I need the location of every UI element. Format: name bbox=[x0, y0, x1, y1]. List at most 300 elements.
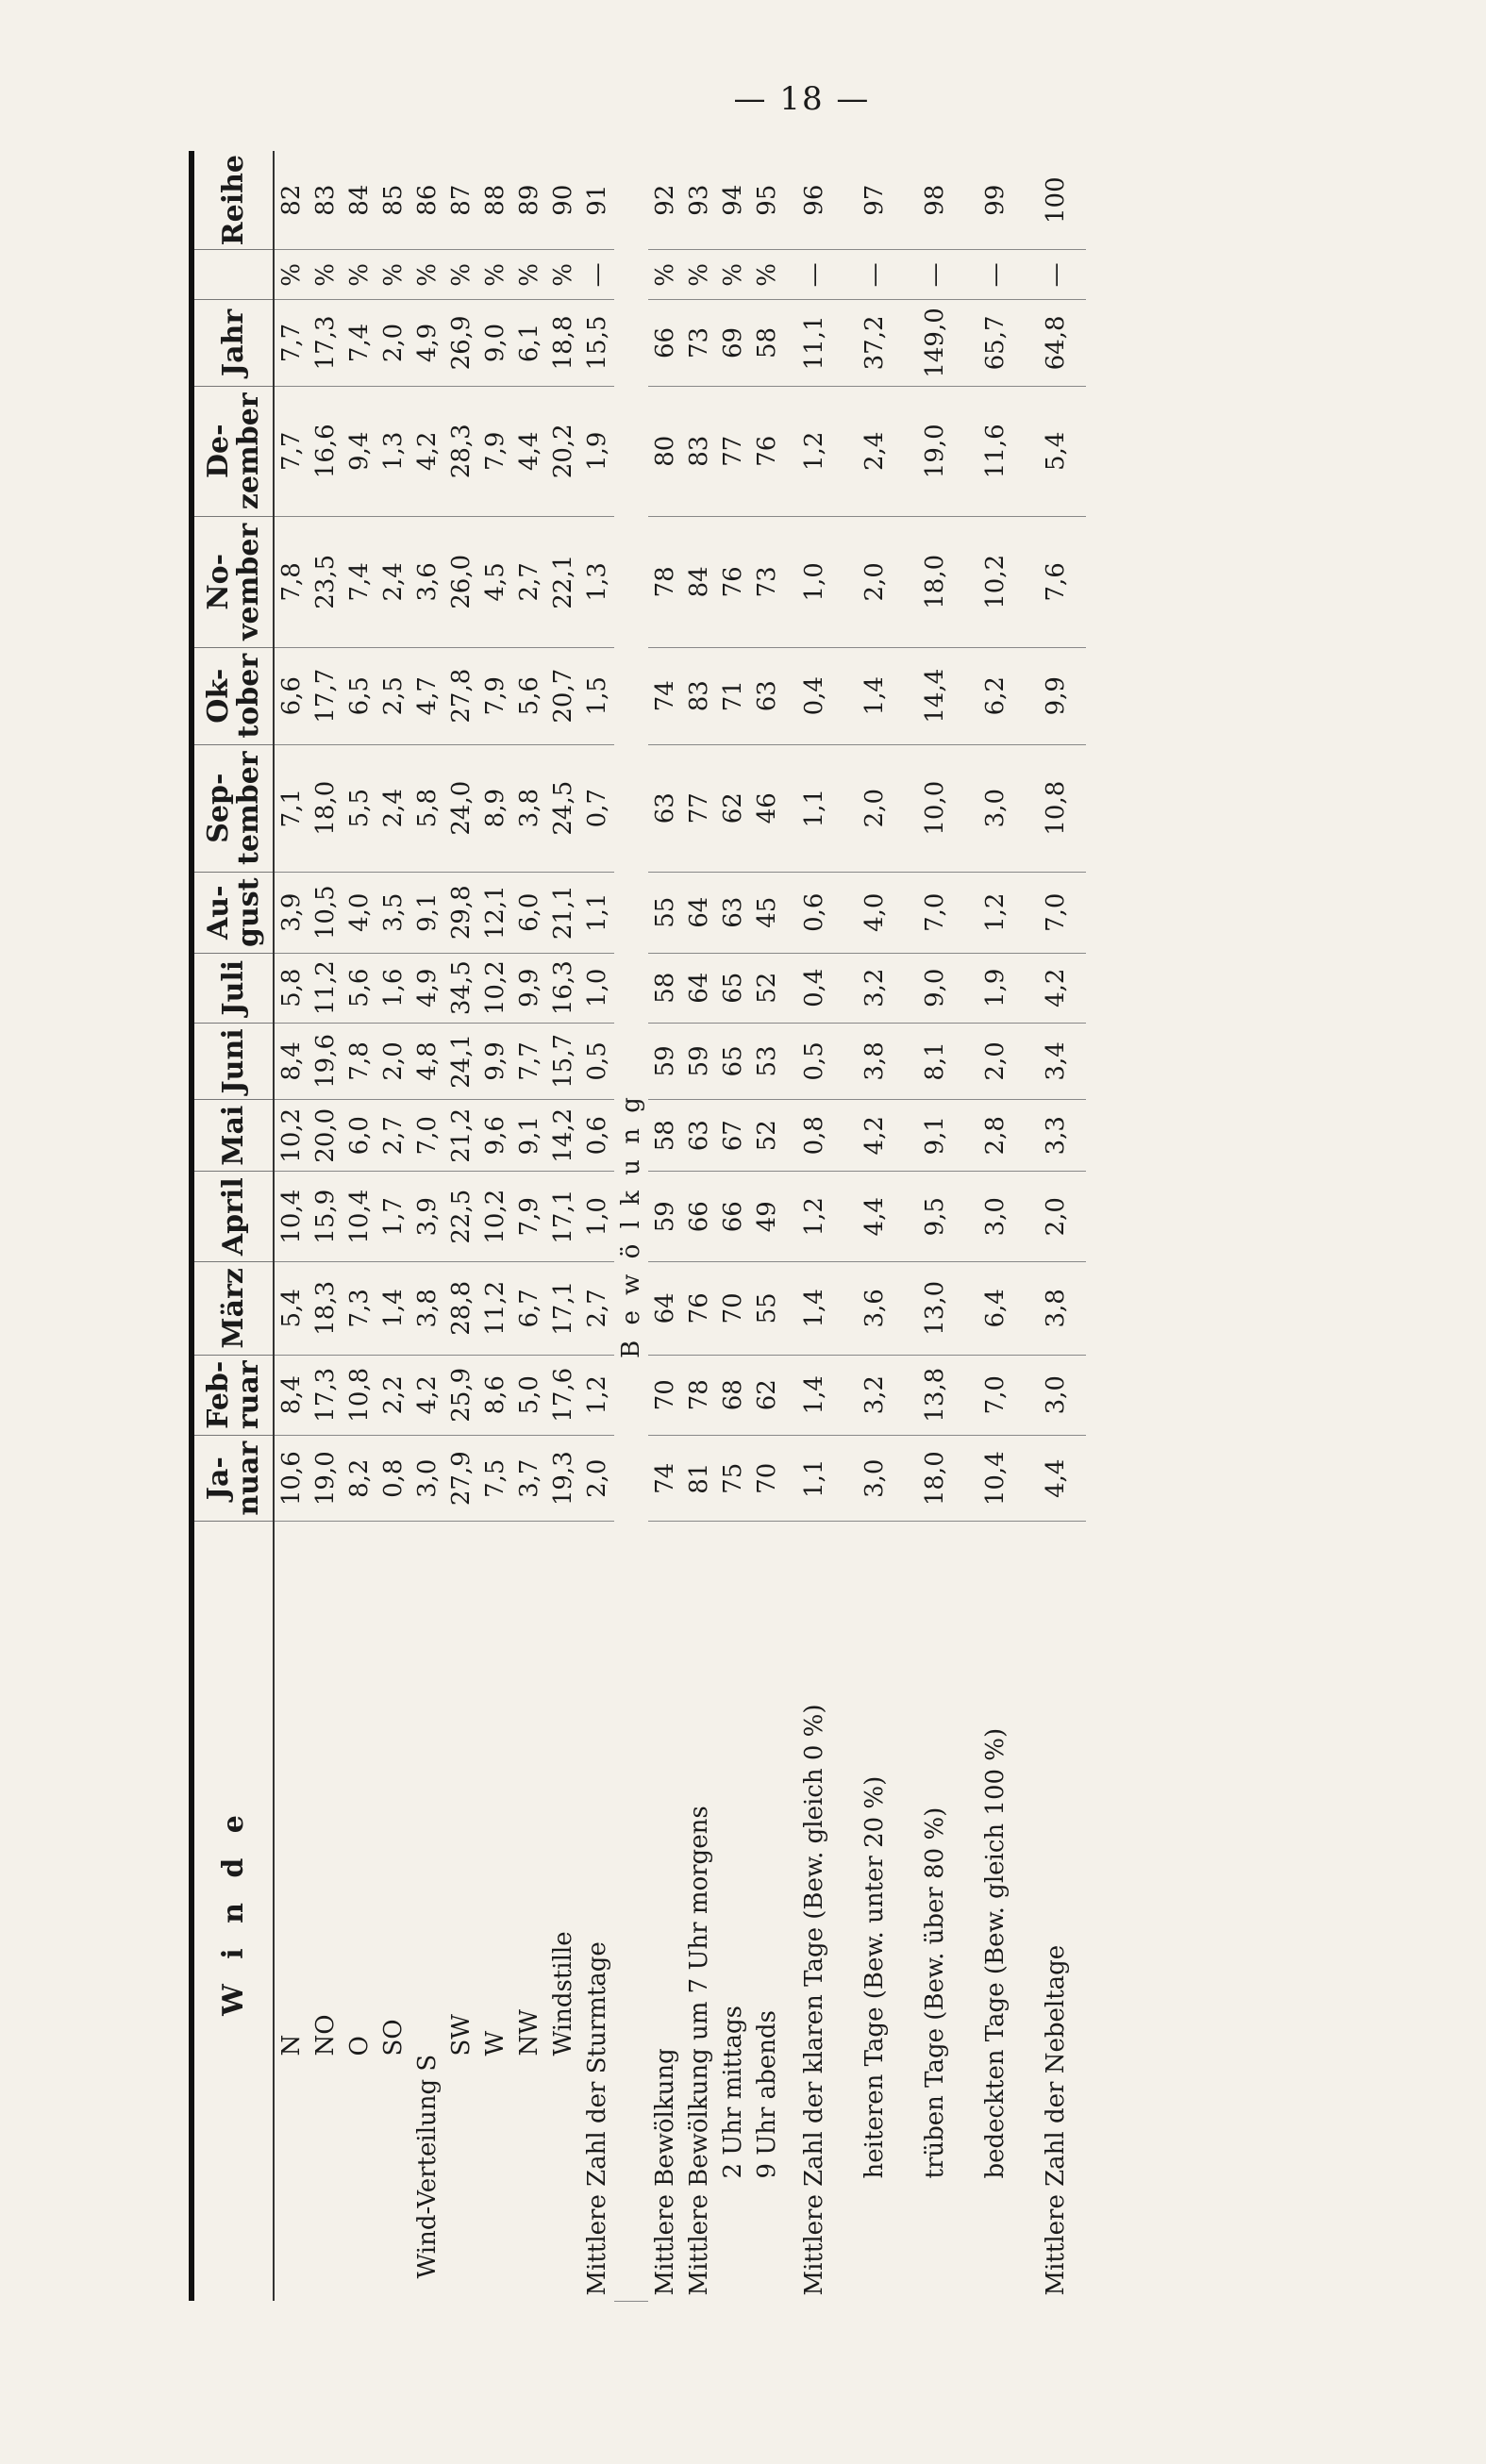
reihe-cell: 83 bbox=[309, 151, 342, 250]
table-cell: 53 bbox=[750, 1023, 784, 1100]
wind-direction-label: NW bbox=[515, 2009, 543, 2056]
table-cell: 65 bbox=[716, 953, 750, 1023]
table-cell: 18,3 bbox=[309, 1262, 342, 1356]
wind-direction-label: S bbox=[413, 2054, 442, 2072]
rotated-table-container bbox=[189, 151, 1368, 2302]
table-cell: 11,2 bbox=[309, 953, 342, 1023]
day-type-label: bedeckten Tage bbox=[981, 1982, 1010, 2179]
table-cell: 1,2 bbox=[784, 386, 844, 516]
table-cell: 25,9 bbox=[444, 1355, 478, 1435]
reihe-cell: 92 bbox=[648, 151, 682, 250]
table-cell: 1,2 bbox=[580, 1355, 614, 1435]
table-cell: 9,5 bbox=[905, 1172, 965, 1262]
reihe-cell: 91 bbox=[580, 151, 614, 250]
table-cell: 2,7 bbox=[512, 516, 546, 647]
reihe-cell: 84 bbox=[342, 151, 376, 250]
table-row bbox=[274, 151, 309, 2302]
table-cell: 81 bbox=[682, 1435, 716, 1522]
table-cell: 9,6 bbox=[478, 1100, 512, 1172]
table-cell: 18,8 bbox=[546, 300, 580, 386]
table-cell: 10,8 bbox=[1026, 744, 1086, 872]
wind-direction-label: NO bbox=[311, 2014, 340, 2056]
table-cell: 0,6 bbox=[580, 1100, 614, 1172]
table-cell: 2,0 bbox=[580, 1435, 614, 1522]
reihe-cell: 95 bbox=[750, 151, 784, 250]
unit-cell: % bbox=[750, 250, 784, 300]
table-cell: 20,0 bbox=[309, 1100, 342, 1172]
table-cell: 0,7 bbox=[580, 744, 614, 872]
table-cell: 59 bbox=[682, 1023, 716, 1100]
table-cell: 64 bbox=[682, 953, 716, 1023]
table-cell: 15,7 bbox=[546, 1023, 580, 1100]
column-header-juni: Juni bbox=[192, 1023, 274, 1100]
table-cell: 5,6 bbox=[342, 953, 376, 1023]
day-type-note: (Bew. unter 20 %) bbox=[860, 1775, 889, 2000]
table-cell: 22,1 bbox=[546, 516, 580, 647]
reihe-cell: 98 bbox=[905, 151, 965, 250]
table-cell: 7,7 bbox=[512, 1023, 546, 1100]
table-cell: 0,8 bbox=[376, 1435, 410, 1522]
table-cell: 66 bbox=[682, 1172, 716, 1262]
table-cell: 63 bbox=[750, 647, 784, 744]
wind-direction-label: Windstille bbox=[549, 1931, 577, 2056]
table-cell: 52 bbox=[750, 1100, 784, 1172]
column-header-september: Sep- tember bbox=[192, 744, 274, 872]
table-cell: 19,6 bbox=[309, 1023, 342, 1100]
reihe-cell: 96 bbox=[784, 151, 844, 250]
reihe-cell: 82 bbox=[274, 151, 309, 250]
wind-direction-label: SO bbox=[379, 2019, 408, 2056]
table-cell: 2,2 bbox=[376, 1355, 410, 1435]
table-row bbox=[682, 151, 716, 2302]
reihe-cell: 100 bbox=[1026, 151, 1086, 250]
table-cell: 45 bbox=[750, 872, 784, 953]
unit-cell: % bbox=[682, 250, 716, 300]
unit-cell: % bbox=[478, 250, 512, 300]
table-cell: 3,8 bbox=[844, 1023, 905, 1100]
table-cell: 18,0 bbox=[905, 516, 965, 647]
reihe-cell: 88 bbox=[478, 151, 512, 250]
table-cell: 1,4 bbox=[376, 1262, 410, 1356]
table-cell: 4,0 bbox=[342, 872, 376, 953]
table-cell: 24,0 bbox=[444, 744, 478, 872]
table-cell: 27,9 bbox=[444, 1435, 478, 1522]
table-cell: 1,1 bbox=[784, 1435, 844, 1522]
table-cell: 13,0 bbox=[905, 1262, 965, 1356]
row-label bbox=[750, 1522, 784, 2302]
column-header-dezember: De- zember bbox=[192, 386, 274, 516]
column-header-november: No- vember bbox=[192, 516, 274, 647]
table-cell: 6,6 bbox=[274, 647, 309, 744]
column-header-oktober: Ok- tober bbox=[192, 647, 274, 744]
table-cell: 21,2 bbox=[444, 1100, 478, 1172]
table-cell: 76 bbox=[716, 516, 750, 647]
table-cell: 5,8 bbox=[410, 744, 444, 872]
unit-cell: % bbox=[512, 250, 546, 300]
table-cell: 3,0 bbox=[965, 744, 1026, 872]
table-cell: 10,4 bbox=[965, 1435, 1026, 1522]
table-cell: 0,5 bbox=[580, 1023, 614, 1100]
reihe-cell: 86 bbox=[410, 151, 444, 250]
table-cell: 19,3 bbox=[546, 1435, 580, 1522]
wind-direction-label: O bbox=[345, 2036, 374, 2056]
table-cell: 9,1 bbox=[410, 872, 444, 953]
table-row bbox=[478, 151, 512, 2302]
unit-cell: % bbox=[444, 250, 478, 300]
table-cell: 3,8 bbox=[410, 1262, 444, 1356]
table-cell: 63 bbox=[648, 744, 682, 872]
table-cell: 73 bbox=[750, 516, 784, 647]
column-header-august: Au- gust bbox=[192, 872, 274, 953]
day-type-note: (Bew. gleich 0 %) bbox=[800, 1704, 828, 1920]
table-cell: 65 bbox=[716, 1023, 750, 1100]
table-cell: 23,5 bbox=[309, 516, 342, 647]
table-cell: 4,5 bbox=[478, 516, 512, 647]
time-label: 9 Uhr abends bbox=[753, 2010, 781, 2179]
column-header-maerz: März bbox=[192, 1262, 274, 1356]
unit-cell: — bbox=[1026, 250, 1086, 300]
table-cell: 6,0 bbox=[512, 872, 546, 953]
table-cell: 55 bbox=[648, 872, 682, 953]
unit-cell: — bbox=[784, 250, 844, 300]
table-cell: 20,2 bbox=[546, 386, 580, 516]
reihe-cell: 99 bbox=[965, 151, 1026, 250]
table-cell: 149,0 bbox=[905, 300, 965, 386]
table-cell: 2,0 bbox=[844, 744, 905, 872]
table-cell: 9,9 bbox=[1026, 647, 1086, 744]
table-cell: 3,2 bbox=[844, 953, 905, 1023]
table-cell: 70 bbox=[750, 1435, 784, 1522]
table-cell: 1,4 bbox=[784, 1262, 844, 1356]
table-cell: 3,6 bbox=[844, 1262, 905, 1356]
table-row bbox=[512, 151, 546, 2302]
table-cell: 9,4 bbox=[342, 386, 376, 516]
row-label bbox=[844, 1522, 905, 2302]
table-cell: 1,4 bbox=[844, 647, 905, 744]
table-cell: 26,0 bbox=[444, 516, 478, 647]
row-label bbox=[376, 1522, 410, 2302]
table-cell: 83 bbox=[682, 386, 716, 516]
table-cell: 7,0 bbox=[965, 1355, 1026, 1435]
table-cell: 7,9 bbox=[512, 1172, 546, 1262]
table-cell: 2,5 bbox=[376, 647, 410, 744]
table-cell: 12,1 bbox=[478, 872, 512, 953]
unit-cell: % bbox=[410, 250, 444, 300]
table-cell: 3,0 bbox=[965, 1172, 1026, 1262]
table-cell: 3,4 bbox=[1026, 1023, 1086, 1100]
table-cell: 6,2 bbox=[965, 647, 1026, 744]
table-cell: 6,5 bbox=[342, 647, 376, 744]
day-type-label: klaren Tage bbox=[800, 1927, 828, 2074]
table-cell: 5,8 bbox=[274, 953, 309, 1023]
table-cell: 6,4 bbox=[965, 1262, 1026, 1356]
table-row bbox=[376, 151, 410, 2302]
table-cell: 59 bbox=[648, 1172, 682, 1262]
table-cell: 69 bbox=[716, 300, 750, 386]
table-cell: 5,5 bbox=[342, 744, 376, 872]
table-cell: 6,1 bbox=[512, 300, 546, 386]
reihe-cell: 90 bbox=[546, 151, 580, 250]
table-cell: 59 bbox=[648, 1023, 682, 1100]
table-cell: 74 bbox=[648, 1435, 682, 1522]
table-cell: 7,0 bbox=[905, 872, 965, 953]
unit-cell: % bbox=[716, 250, 750, 300]
unit-cell: % bbox=[546, 250, 580, 300]
unit-cell: — bbox=[844, 250, 905, 300]
table-cell: 20,7 bbox=[546, 647, 580, 744]
column-header-mai: Mai bbox=[192, 1100, 274, 1172]
table-cell: 3,2 bbox=[844, 1355, 905, 1435]
table-cell: 64,8 bbox=[1026, 300, 1086, 386]
table-cell: 64 bbox=[682, 872, 716, 953]
column-header-juli: Juli bbox=[192, 953, 274, 1023]
table-cell: 1,2 bbox=[965, 872, 1026, 953]
table-cell: 10,5 bbox=[309, 872, 342, 953]
column-header-jahr: Jahr bbox=[192, 300, 274, 386]
table-cell: 1,1 bbox=[580, 872, 614, 953]
row-label bbox=[682, 1522, 716, 2302]
table-cell: 16,6 bbox=[309, 386, 342, 516]
nebeltage-label: Mittlere Zahl der Nebeltage bbox=[1042, 1944, 1070, 2296]
table-cell: 0,4 bbox=[784, 953, 844, 1023]
table-cell: 4,9 bbox=[410, 300, 444, 386]
table-cell: 68 bbox=[716, 1355, 750, 1435]
wind-direction-label: SW bbox=[447, 2013, 476, 2056]
table-row bbox=[309, 151, 342, 2302]
table-cell: 10,4 bbox=[274, 1172, 309, 1262]
unit-cell: — bbox=[580, 250, 614, 300]
reihe-cell: 93 bbox=[682, 151, 716, 250]
table-cell: 52 bbox=[750, 953, 784, 1023]
unit-cell: — bbox=[905, 250, 965, 300]
table-cell: 7,9 bbox=[478, 647, 512, 744]
row-label bbox=[965, 1522, 1026, 2302]
row-label bbox=[716, 1522, 750, 2302]
table-cell: 1,9 bbox=[965, 953, 1026, 1023]
table-cell: 10,2 bbox=[965, 516, 1026, 647]
row-label bbox=[1026, 1522, 1086, 2302]
table-cell: 1,1 bbox=[784, 744, 844, 872]
row-label bbox=[478, 1522, 512, 2302]
table-cell: 63 bbox=[682, 1100, 716, 1172]
table-cell: 17,6 bbox=[546, 1355, 580, 1435]
table-cell: 55 bbox=[750, 1262, 784, 1356]
table-cell: 10,6 bbox=[274, 1435, 309, 1522]
table-cell: 4,2 bbox=[844, 1100, 905, 1172]
table-row bbox=[342, 151, 376, 2302]
table-cell: 7,0 bbox=[1026, 872, 1086, 953]
climate-table bbox=[189, 151, 1086, 2302]
table-row bbox=[844, 151, 905, 2302]
table-cell: 4,2 bbox=[1026, 953, 1086, 1023]
table-cell: 29,8 bbox=[444, 872, 478, 953]
table-cell: 9,9 bbox=[478, 1023, 512, 1100]
column-header-januar: Ja- nuar bbox=[192, 1435, 274, 1522]
table-cell: 3,8 bbox=[1026, 1262, 1086, 1356]
table-cell: 46 bbox=[750, 744, 784, 872]
table-cell: 9,1 bbox=[512, 1100, 546, 1172]
table-row bbox=[784, 151, 844, 2302]
table-row bbox=[648, 151, 682, 2302]
table-cell: 66 bbox=[648, 300, 682, 386]
table-cell: 77 bbox=[716, 386, 750, 516]
table-cell: 66 bbox=[716, 1172, 750, 1262]
table-cell: 10,4 bbox=[342, 1172, 376, 1262]
table-cell: 8,6 bbox=[478, 1355, 512, 1435]
table-cell: 10,2 bbox=[478, 953, 512, 1023]
row-label bbox=[905, 1522, 965, 2302]
table-cell: 70 bbox=[648, 1355, 682, 1435]
table-cell: 9,9 bbox=[512, 953, 546, 1023]
reihe-cell: 94 bbox=[716, 151, 750, 250]
table-cell: 4,4 bbox=[512, 386, 546, 516]
unit-cell: % bbox=[648, 250, 682, 300]
table-row bbox=[580, 151, 614, 2302]
table-cell: 3,8 bbox=[512, 744, 546, 872]
table-cell: 1,3 bbox=[580, 516, 614, 647]
table-cell: 17,3 bbox=[309, 300, 342, 386]
table-cell: 7,4 bbox=[342, 516, 376, 647]
table-cell: 0,4 bbox=[784, 647, 844, 744]
table-cell: 76 bbox=[682, 1262, 716, 1356]
time-label: 7 Uhr morgens bbox=[685, 1806, 713, 1994]
table-cell: 28,3 bbox=[444, 386, 478, 516]
table-cell: 3,0 bbox=[410, 1435, 444, 1522]
table-cell: 4,0 bbox=[844, 872, 905, 953]
table-cell: 6,7 bbox=[512, 1262, 546, 1356]
table-cell: 3,9 bbox=[410, 1172, 444, 1262]
section-title-row bbox=[614, 151, 648, 2302]
table-cell: 7,7 bbox=[274, 300, 309, 386]
table-cell: 3,9 bbox=[274, 872, 309, 953]
table-cell: 3,0 bbox=[1026, 1355, 1086, 1435]
table-cell: 65,7 bbox=[965, 300, 1026, 386]
table-cell: 10,2 bbox=[274, 1100, 309, 1172]
table-cell: 3,5 bbox=[376, 872, 410, 953]
table-cell: 2,7 bbox=[376, 1100, 410, 1172]
table-cell: 0,8 bbox=[784, 1100, 844, 1172]
table-cell: 2,4 bbox=[844, 386, 905, 516]
table-cell: 1,0 bbox=[784, 516, 844, 647]
sturmtage-label: Mittlere Zahl der Sturmtage bbox=[583, 1941, 611, 2296]
table-cell: 8,4 bbox=[274, 1355, 309, 1435]
table-cell: 4,9 bbox=[410, 953, 444, 1023]
table-cell: 8,2 bbox=[342, 1435, 376, 1522]
table-cell: 3,6 bbox=[410, 516, 444, 647]
day-type-note: (Bew. gleich 100 %) bbox=[981, 1727, 1010, 1975]
table-row bbox=[750, 151, 784, 2302]
table-cell: 63 bbox=[716, 872, 750, 953]
table-cell: 7,1 bbox=[274, 744, 309, 872]
day-type-note: (Bew. über 80 %) bbox=[921, 1806, 949, 2021]
table-cell: 78 bbox=[682, 1355, 716, 1435]
table-cell: 11,6 bbox=[965, 386, 1026, 516]
table-cell: 4,4 bbox=[844, 1172, 905, 1262]
day-type-label: heiteren Tage bbox=[860, 2006, 889, 2179]
wind-verteilung-label: Wind-Verteilung bbox=[413, 2078, 442, 2279]
table-cell: 24,1 bbox=[444, 1023, 478, 1100]
table-cell: 27,8 bbox=[444, 647, 478, 744]
table-cell: 7,7 bbox=[274, 386, 309, 516]
table-cell: 1,9 bbox=[580, 386, 614, 516]
table-cell: 70 bbox=[716, 1262, 750, 1356]
table-cell: 16,3 bbox=[546, 953, 580, 1023]
wind-direction-label: N bbox=[277, 2034, 306, 2056]
table-cell: 58 bbox=[648, 1100, 682, 1172]
row-label bbox=[274, 1522, 309, 2302]
table-cell: 6,0 bbox=[342, 1100, 376, 1172]
table-cell: 10,8 bbox=[342, 1355, 376, 1435]
unit-cell: % bbox=[376, 250, 410, 300]
table-cell: 75 bbox=[716, 1435, 750, 1522]
column-header-unit bbox=[192, 250, 274, 300]
table-cell: 1,2 bbox=[784, 1172, 844, 1262]
table-cell: 10,0 bbox=[905, 744, 965, 872]
table-cell: 17,1 bbox=[546, 1172, 580, 1262]
table-body bbox=[274, 151, 1086, 2302]
table-cell: 3,3 bbox=[1026, 1100, 1086, 1172]
table-cell: 17,3 bbox=[309, 1355, 342, 1435]
unit-cell: % bbox=[274, 250, 309, 300]
table-cell: 7,6 bbox=[1026, 516, 1086, 647]
table-cell: 1,0 bbox=[580, 1172, 614, 1262]
table-cell: 0,6 bbox=[784, 872, 844, 953]
unit-cell: % bbox=[342, 250, 376, 300]
reihe-cell: 89 bbox=[512, 151, 546, 250]
table-cell: 4,4 bbox=[1026, 1435, 1086, 1522]
table-cell: 26,9 bbox=[444, 300, 478, 386]
table-row bbox=[1026, 151, 1086, 2302]
column-header-april: April bbox=[192, 1172, 274, 1262]
column-header-reihe: Reihe bbox=[192, 151, 274, 250]
table-cell: 1,5 bbox=[580, 647, 614, 744]
table-cell: 17,1 bbox=[546, 1262, 580, 1356]
table-cell: 13,8 bbox=[905, 1355, 965, 1435]
table-cell: 78 bbox=[648, 516, 682, 647]
table-cell: 2,0 bbox=[376, 300, 410, 386]
table-cell: 77 bbox=[682, 744, 716, 872]
table-cell: 76 bbox=[750, 386, 784, 516]
table-cell: 37,2 bbox=[844, 300, 905, 386]
table-row bbox=[546, 151, 580, 2302]
table-cell: 17,7 bbox=[309, 647, 342, 744]
table-row bbox=[965, 151, 1026, 2302]
table-cell: 22,5 bbox=[444, 1172, 478, 1262]
table-cell: 11,1 bbox=[784, 300, 844, 386]
table-cell: 18,0 bbox=[309, 744, 342, 872]
table-cell: 8,9 bbox=[478, 744, 512, 872]
table-cell: 1,3 bbox=[376, 386, 410, 516]
table-cell: 83 bbox=[682, 647, 716, 744]
table-cell: 7,3 bbox=[342, 1262, 376, 1356]
unit-cell: — bbox=[965, 250, 1026, 300]
table-cell: 64 bbox=[648, 1262, 682, 1356]
table-cell: 11,2 bbox=[478, 1262, 512, 1356]
table-cell: 5,4 bbox=[1026, 386, 1086, 516]
table-cell: 2,0 bbox=[376, 1023, 410, 1100]
column-header-februar: Feb- ruar bbox=[192, 1355, 274, 1435]
table-cell: 5,4 bbox=[274, 1262, 309, 1356]
table-cell: 71 bbox=[716, 647, 750, 744]
table-cell: 58 bbox=[750, 300, 784, 386]
header-row bbox=[192, 151, 274, 2302]
table-cell: 7,0 bbox=[410, 1100, 444, 1172]
table-cell: 19,0 bbox=[309, 1435, 342, 1522]
table-cell: 2,0 bbox=[965, 1023, 1026, 1100]
mittlere-bewoelkung-label: Mittlere Bewölkung bbox=[651, 2048, 679, 2296]
table-cell: 84 bbox=[682, 516, 716, 647]
table-cell: 24,5 bbox=[546, 744, 580, 872]
